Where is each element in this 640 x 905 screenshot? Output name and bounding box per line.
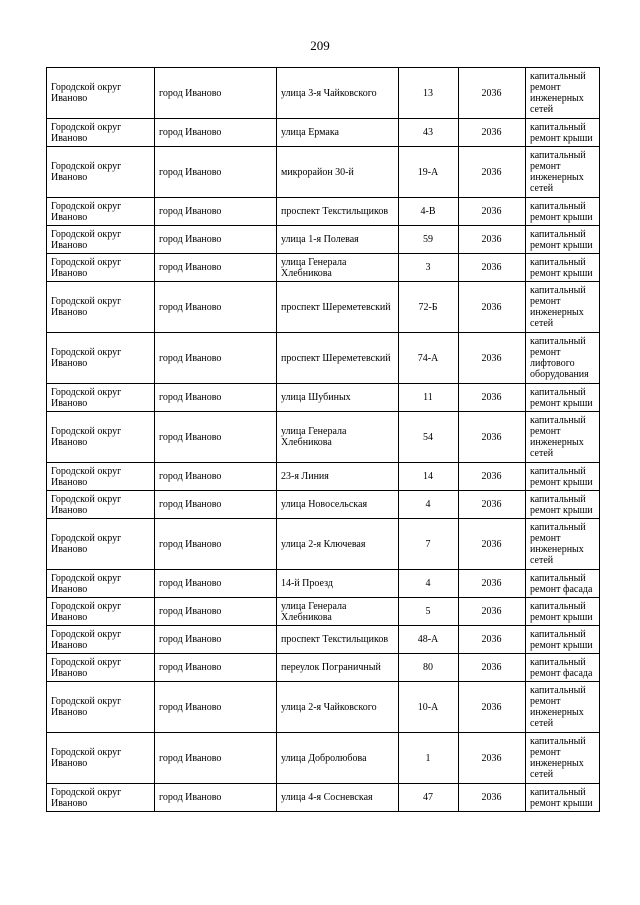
district-cell: Городской округ Иваново — [47, 384, 155, 412]
work-type-cell: капитальный ремонт лифтового оборудования — [526, 333, 600, 384]
city-cell: город Иваново — [155, 598, 277, 626]
table-row — [47, 226, 600, 254]
street-cell: улица Генерала Хлебникова — [277, 598, 399, 626]
year-cell: 2036 — [459, 254, 526, 282]
table-row — [47, 198, 600, 226]
work-type-cell: капитальный ремонт крыши — [526, 254, 600, 282]
repair-registry-table — [46, 67, 600, 812]
street-cell: улица Шубиных — [277, 384, 399, 412]
street-cell: улица 2-я Чайковского — [277, 682, 399, 733]
city-cell: город Иваново — [155, 733, 277, 784]
district-cell: Городской округ Иваново — [47, 463, 155, 491]
house-number-cell: 74-А — [399, 333, 459, 384]
table-row — [47, 333, 600, 384]
registry-body — [47, 68, 600, 812]
year-cell: 2036 — [459, 384, 526, 412]
street-cell: проспект Шереметевский — [277, 282, 399, 333]
district-cell: Городской округ Иваново — [47, 198, 155, 226]
house-number-cell: 59 — [399, 226, 459, 254]
year-cell: 2036 — [459, 68, 526, 119]
district-cell: Городской округ Иваново — [47, 412, 155, 463]
house-number-cell: 14 — [399, 463, 459, 491]
street-cell: проспект Текстильщиков — [277, 626, 399, 654]
year-cell: 2036 — [459, 519, 526, 570]
city-cell: город Иваново — [155, 226, 277, 254]
city-cell: город Иваново — [155, 282, 277, 333]
table-row — [47, 519, 600, 570]
house-number-cell: 3 — [399, 254, 459, 282]
table-row — [47, 654, 600, 682]
street-cell: переулок Пограничный — [277, 654, 399, 682]
work-type-cell: капитальный ремонт инженерных сетей — [526, 682, 600, 733]
city-cell: город Иваново — [155, 626, 277, 654]
street-cell: улица 2-я Ключевая — [277, 519, 399, 570]
house-number-cell: 1 — [399, 733, 459, 784]
district-cell: Городской округ Иваново — [47, 147, 155, 198]
district-cell: Городской округ Иваново — [47, 626, 155, 654]
street-cell: проспект Текстильщиков — [277, 198, 399, 226]
year-cell: 2036 — [459, 463, 526, 491]
district-cell: Городской округ Иваново — [47, 226, 155, 254]
table-row — [47, 384, 600, 412]
work-type-cell: капитальный ремонт крыши — [526, 784, 600, 812]
city-cell: город Иваново — [155, 519, 277, 570]
street-cell: улица Ермака — [277, 119, 399, 147]
street-cell: микрорайон 30-й — [277, 147, 399, 198]
district-cell: Городской округ Иваново — [47, 784, 155, 812]
table-row — [47, 412, 600, 463]
work-type-cell: капитальный ремонт крыши — [526, 626, 600, 654]
street-cell: улица Добролюбова — [277, 733, 399, 784]
house-number-cell: 19-А — [399, 147, 459, 198]
year-cell: 2036 — [459, 491, 526, 519]
table-row — [47, 254, 600, 282]
city-cell: город Иваново — [155, 463, 277, 491]
street-cell: 23-я Линия — [277, 463, 399, 491]
work-type-cell: капитальный ремонт инженерных сетей — [526, 519, 600, 570]
house-number-cell: 80 — [399, 654, 459, 682]
district-cell: Городской округ Иваново — [47, 254, 155, 282]
house-number-cell: 72-Б — [399, 282, 459, 333]
year-cell: 2036 — [459, 412, 526, 463]
house-number-cell: 47 — [399, 784, 459, 812]
city-cell: город Иваново — [155, 68, 277, 119]
table-row — [47, 282, 600, 333]
city-cell: город Иваново — [155, 491, 277, 519]
year-cell: 2036 — [459, 226, 526, 254]
city-cell: город Иваново — [155, 333, 277, 384]
city-cell: город Иваново — [155, 412, 277, 463]
page-number: 209 — [310, 38, 330, 53]
street-cell: улица Генерала Хлебникова — [277, 412, 399, 463]
table-row — [47, 491, 600, 519]
district-cell: Городской округ Иваново — [47, 491, 155, 519]
table-row — [47, 784, 600, 812]
work-type-cell: капитальный ремонт инженерных сетей — [526, 282, 600, 333]
year-cell: 2036 — [459, 333, 526, 384]
house-number-cell: 54 — [399, 412, 459, 463]
district-cell: Городской округ Иваново — [47, 282, 155, 333]
work-type-cell: капитальный ремонт крыши — [526, 119, 600, 147]
district-cell: Городской округ Иваново — [47, 570, 155, 598]
work-type-cell: капитальный ремонт крыши — [526, 384, 600, 412]
work-type-cell: капитальный ремонт крыши — [526, 226, 600, 254]
street-cell: улица Новосельская — [277, 491, 399, 519]
table-row — [47, 626, 600, 654]
city-cell: город Иваново — [155, 570, 277, 598]
street-cell: улица 4-я Сосневская — [277, 784, 399, 812]
street-cell: улица 3-я Чайковского — [277, 68, 399, 119]
house-number-cell: 48-А — [399, 626, 459, 654]
house-number-cell: 13 — [399, 68, 459, 119]
house-number-cell: 11 — [399, 384, 459, 412]
house-number-cell: 5 — [399, 598, 459, 626]
work-type-cell: капитальный ремонт крыши — [526, 598, 600, 626]
house-number-cell: 4-В — [399, 198, 459, 226]
district-cell: Городской округ Иваново — [47, 119, 155, 147]
year-cell: 2036 — [459, 147, 526, 198]
house-number-cell: 4 — [399, 570, 459, 598]
table-row — [47, 682, 600, 733]
work-type-cell: капитальный ремонт инженерных сетей — [526, 68, 600, 119]
work-type-cell: капитальный ремонт инженерных сетей — [526, 147, 600, 198]
work-type-cell: капитальный ремонт фасада — [526, 570, 600, 598]
work-type-cell: капитальный ремонт фасада — [526, 654, 600, 682]
year-cell: 2036 — [459, 733, 526, 784]
year-cell: 2036 — [459, 784, 526, 812]
house-number-cell: 4 — [399, 491, 459, 519]
year-cell: 2036 — [459, 626, 526, 654]
city-cell: город Иваново — [155, 682, 277, 733]
district-cell: Городской округ Иваново — [47, 654, 155, 682]
work-type-cell: капитальный ремонт инженерных сетей — [526, 412, 600, 463]
street-cell: улица Генерала Хлебникова — [277, 254, 399, 282]
table-row — [47, 68, 600, 119]
work-type-cell: капитальный ремонт крыши — [526, 491, 600, 519]
district-cell: Городской округ Иваново — [47, 68, 155, 119]
street-cell: улица 1-я Полевая — [277, 226, 399, 254]
house-number-cell: 7 — [399, 519, 459, 570]
street-cell: проспект Шереметевский — [277, 333, 399, 384]
city-cell: город Иваново — [155, 254, 277, 282]
year-cell: 2036 — [459, 119, 526, 147]
table-row — [47, 733, 600, 784]
city-cell: город Иваново — [155, 384, 277, 412]
city-cell: город Иваново — [155, 654, 277, 682]
city-cell: город Иваново — [155, 198, 277, 226]
table-row — [47, 119, 600, 147]
city-cell: город Иваново — [155, 147, 277, 198]
year-cell: 2036 — [459, 198, 526, 226]
table-row — [47, 570, 600, 598]
work-type-cell: капитальный ремонт инженерных сетей — [526, 733, 600, 784]
year-cell: 2036 — [459, 570, 526, 598]
year-cell: 2036 — [459, 654, 526, 682]
table-row — [47, 463, 600, 491]
city-cell: город Иваново — [155, 119, 277, 147]
table-row — [47, 598, 600, 626]
work-type-cell: капитальный ремонт крыши — [526, 463, 600, 491]
house-number-cell: 10-А — [399, 682, 459, 733]
district-cell: Городской округ Иваново — [47, 682, 155, 733]
district-cell: Городской округ Иваново — [47, 598, 155, 626]
district-cell: Городской округ Иваново — [47, 333, 155, 384]
work-type-cell: капитальный ремонт крыши — [526, 198, 600, 226]
year-cell: 2036 — [459, 282, 526, 333]
city-cell: город Иваново — [155, 784, 277, 812]
year-cell: 2036 — [459, 598, 526, 626]
street-cell: 14-й Проезд — [277, 570, 399, 598]
district-cell: Городской округ Иваново — [47, 519, 155, 570]
house-number-cell: 43 — [399, 119, 459, 147]
year-cell: 2036 — [459, 682, 526, 733]
table-row — [47, 147, 600, 198]
district-cell: Городской округ Иваново — [47, 733, 155, 784]
